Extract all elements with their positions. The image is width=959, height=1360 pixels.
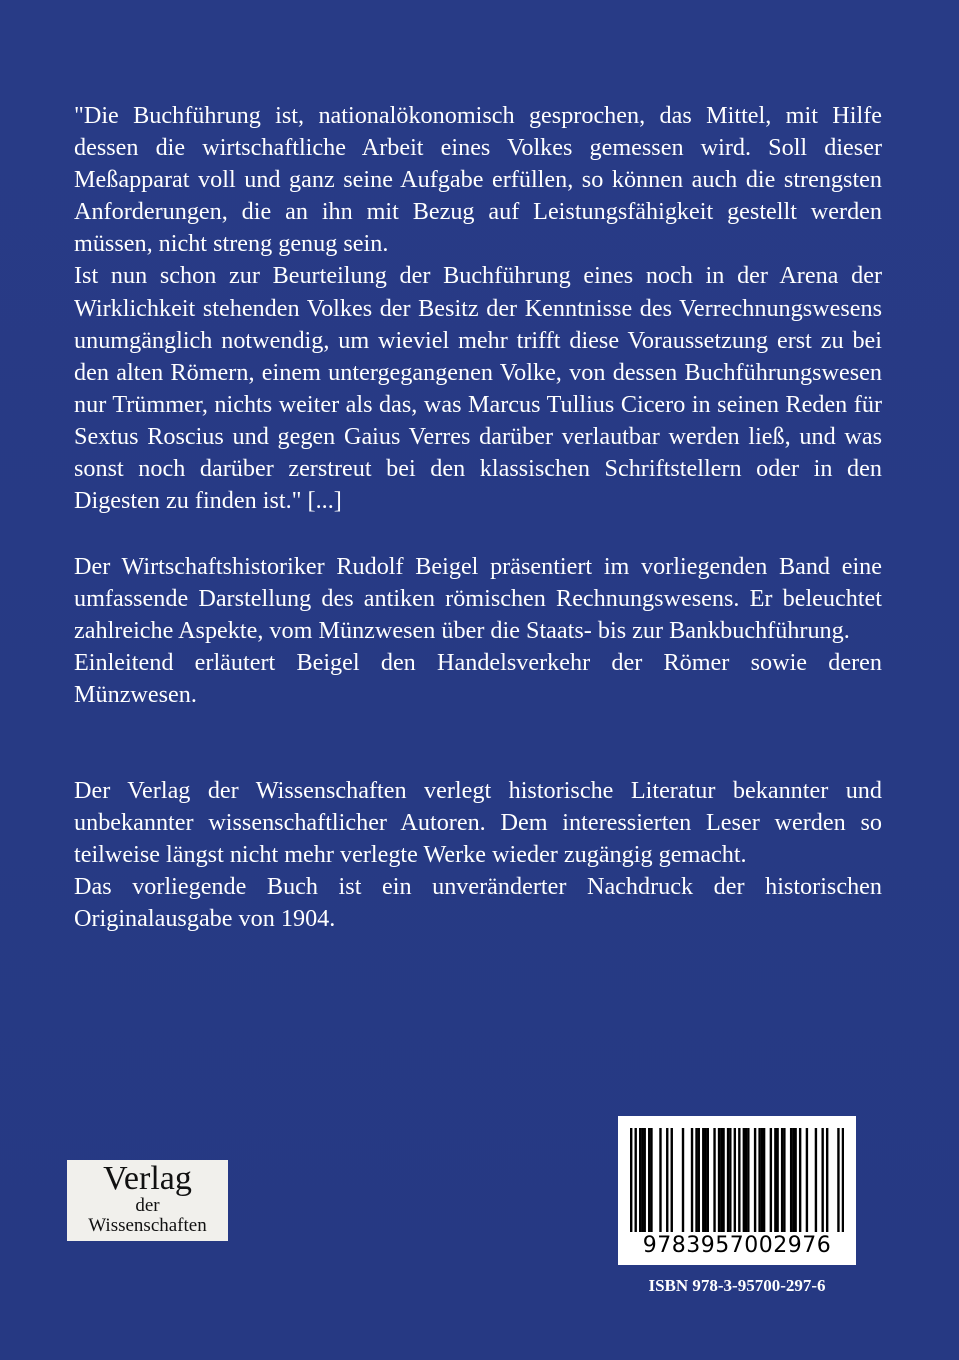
barcode-bar [729, 1128, 731, 1232]
barcode-bar [743, 1128, 745, 1232]
barcode-bar [718, 1128, 720, 1232]
barcode-bar [644, 1128, 646, 1232]
barcode-bar [763, 1128, 765, 1232]
barcode-bar [727, 1128, 729, 1232]
barcode-bar [770, 1128, 772, 1232]
barcode-bar [704, 1128, 706, 1232]
barcode-bar [720, 1128, 722, 1232]
barcode-bar [747, 1128, 749, 1232]
quote-paragraph-2: Ist nun schon zur Beurteilung der Buchführung eines noch in der Arena der Wirklichkeit stehenden Volkes der Besitz der Kenntnisse des Verrechnungswesens unumgänglich notwendig, um wieviel mehr trifft diese Voraussetzung erst zu bei den alten Römern, einem untergegangenen Volke, von dessen Buchführungswesen nur Trümmer, nichts weiter als das, was Marcus Tullius Cicero in seinen Reden für Sextus Roscius und gegen Gaius Verres darüber verlautbar werden ließ, und was sonst noch darüber zerstreut bei den klassischen Schriftstellern oder in den Digesten zu finden ist." [...] [74, 262, 882, 515]
barcode-digits: 9783957002976 [642, 1233, 832, 1258]
barcode-bar [738, 1128, 740, 1232]
quote-excerpt [74, 100, 882, 517]
barcode-bar [707, 1128, 709, 1232]
barcode-bar [754, 1128, 756, 1232]
barcode-bar [650, 1128, 652, 1232]
barcode-bar [761, 1128, 763, 1232]
publisher-info [74, 775, 882, 935]
barcode-bar [792, 1128, 794, 1232]
barcode-bar [713, 1128, 715, 1232]
logo-line-1: Verlag [103, 1160, 192, 1197]
barcode-bar [806, 1128, 808, 1232]
barcode-bar [671, 1128, 673, 1232]
barcode-bar [821, 1128, 823, 1232]
barcode-bar [666, 1128, 668, 1232]
barcode-bar [790, 1128, 792, 1232]
barcode-bar [734, 1128, 736, 1232]
barcode-bar [695, 1128, 697, 1232]
quote-paragraph-1: "Die Buchführung ist, nationalökonomisch gesprochen, das Mittel, mit Hilfe dessen die wirtschaftliche Arbeit eines Volkes gemessen wird. Soll dieser Meßapparat voll und ganz seine Aufgabe erfüllen, so können auch die strengsten Anforderungen, die an ihn mit Bezug auf Leistungsfähigkeit gestellt werden müssen, nicht streng genug sein. [74, 102, 882, 258]
barcode-bar [758, 1128, 760, 1232]
barcode-bar [799, 1128, 801, 1232]
barcode-bar [648, 1128, 650, 1232]
barcode-bar [635, 1128, 637, 1232]
barcode-bar [745, 1128, 747, 1232]
barcode [618, 1116, 856, 1265]
barcode-bar [774, 1128, 776, 1232]
barcode-bar [691, 1128, 693, 1232]
barcode-bar [630, 1128, 632, 1232]
barcode-bar [794, 1128, 796, 1232]
barcode-bar [698, 1128, 700, 1232]
barcode-bar [702, 1128, 704, 1232]
barcode-bar [815, 1128, 817, 1232]
barcode-bar [659, 1128, 661, 1232]
barcode-bar [781, 1128, 783, 1232]
barcode-bar [826, 1128, 828, 1232]
barcode-bar [639, 1128, 641, 1232]
logo-line-3: Wissenschaften [88, 1215, 207, 1236]
barcode-bar [776, 1128, 778, 1232]
barcode-bar [837, 1128, 839, 1232]
publisher-logo [67, 1160, 228, 1241]
logo-line-2: der [135, 1195, 160, 1216]
description-paragraph-2: Einleitend erläutert Beigel den Handelsverkehr der Römer sowie deren Münzwesen. [74, 649, 882, 709]
publisher-paragraph-2: Das vorliegende Buch ist ein unveränderter Nachdruck der historischen Originalausgabe von 1904. [74, 873, 882, 933]
barcode-bar [722, 1128, 724, 1232]
barcode-bars [630, 1128, 844, 1232]
barcode-bar [682, 1128, 684, 1232]
barcode-bar [641, 1128, 643, 1232]
book-description [74, 551, 882, 711]
description-paragraph-1: Der Wirtschaftshistoriker Rudolf Beigel präsentiert im vorliegenden Band eine umfassende Darstellung des antiken römischen Rechnungswesens. Er beleuchtet zahlreiche Aspekte, vom Münzwesen über die Staats- bis zur Bankbuchführung. [74, 553, 882, 645]
isbn-number: ISBN 978-3-95700-297-6 [648, 1276, 826, 1295]
barcode-bar [783, 1128, 785, 1232]
barcode-bar [842, 1128, 844, 1232]
publisher-paragraph-1: Der Verlag der Wissenschaften verlegt historische Literatur bekannter und unbekannter wissenschaftlicher Autoren. Dem interessierten Leser werden so teilweise längst nicht mehr verlegte Werke wieder zugängig gemacht. [74, 777, 882, 869]
